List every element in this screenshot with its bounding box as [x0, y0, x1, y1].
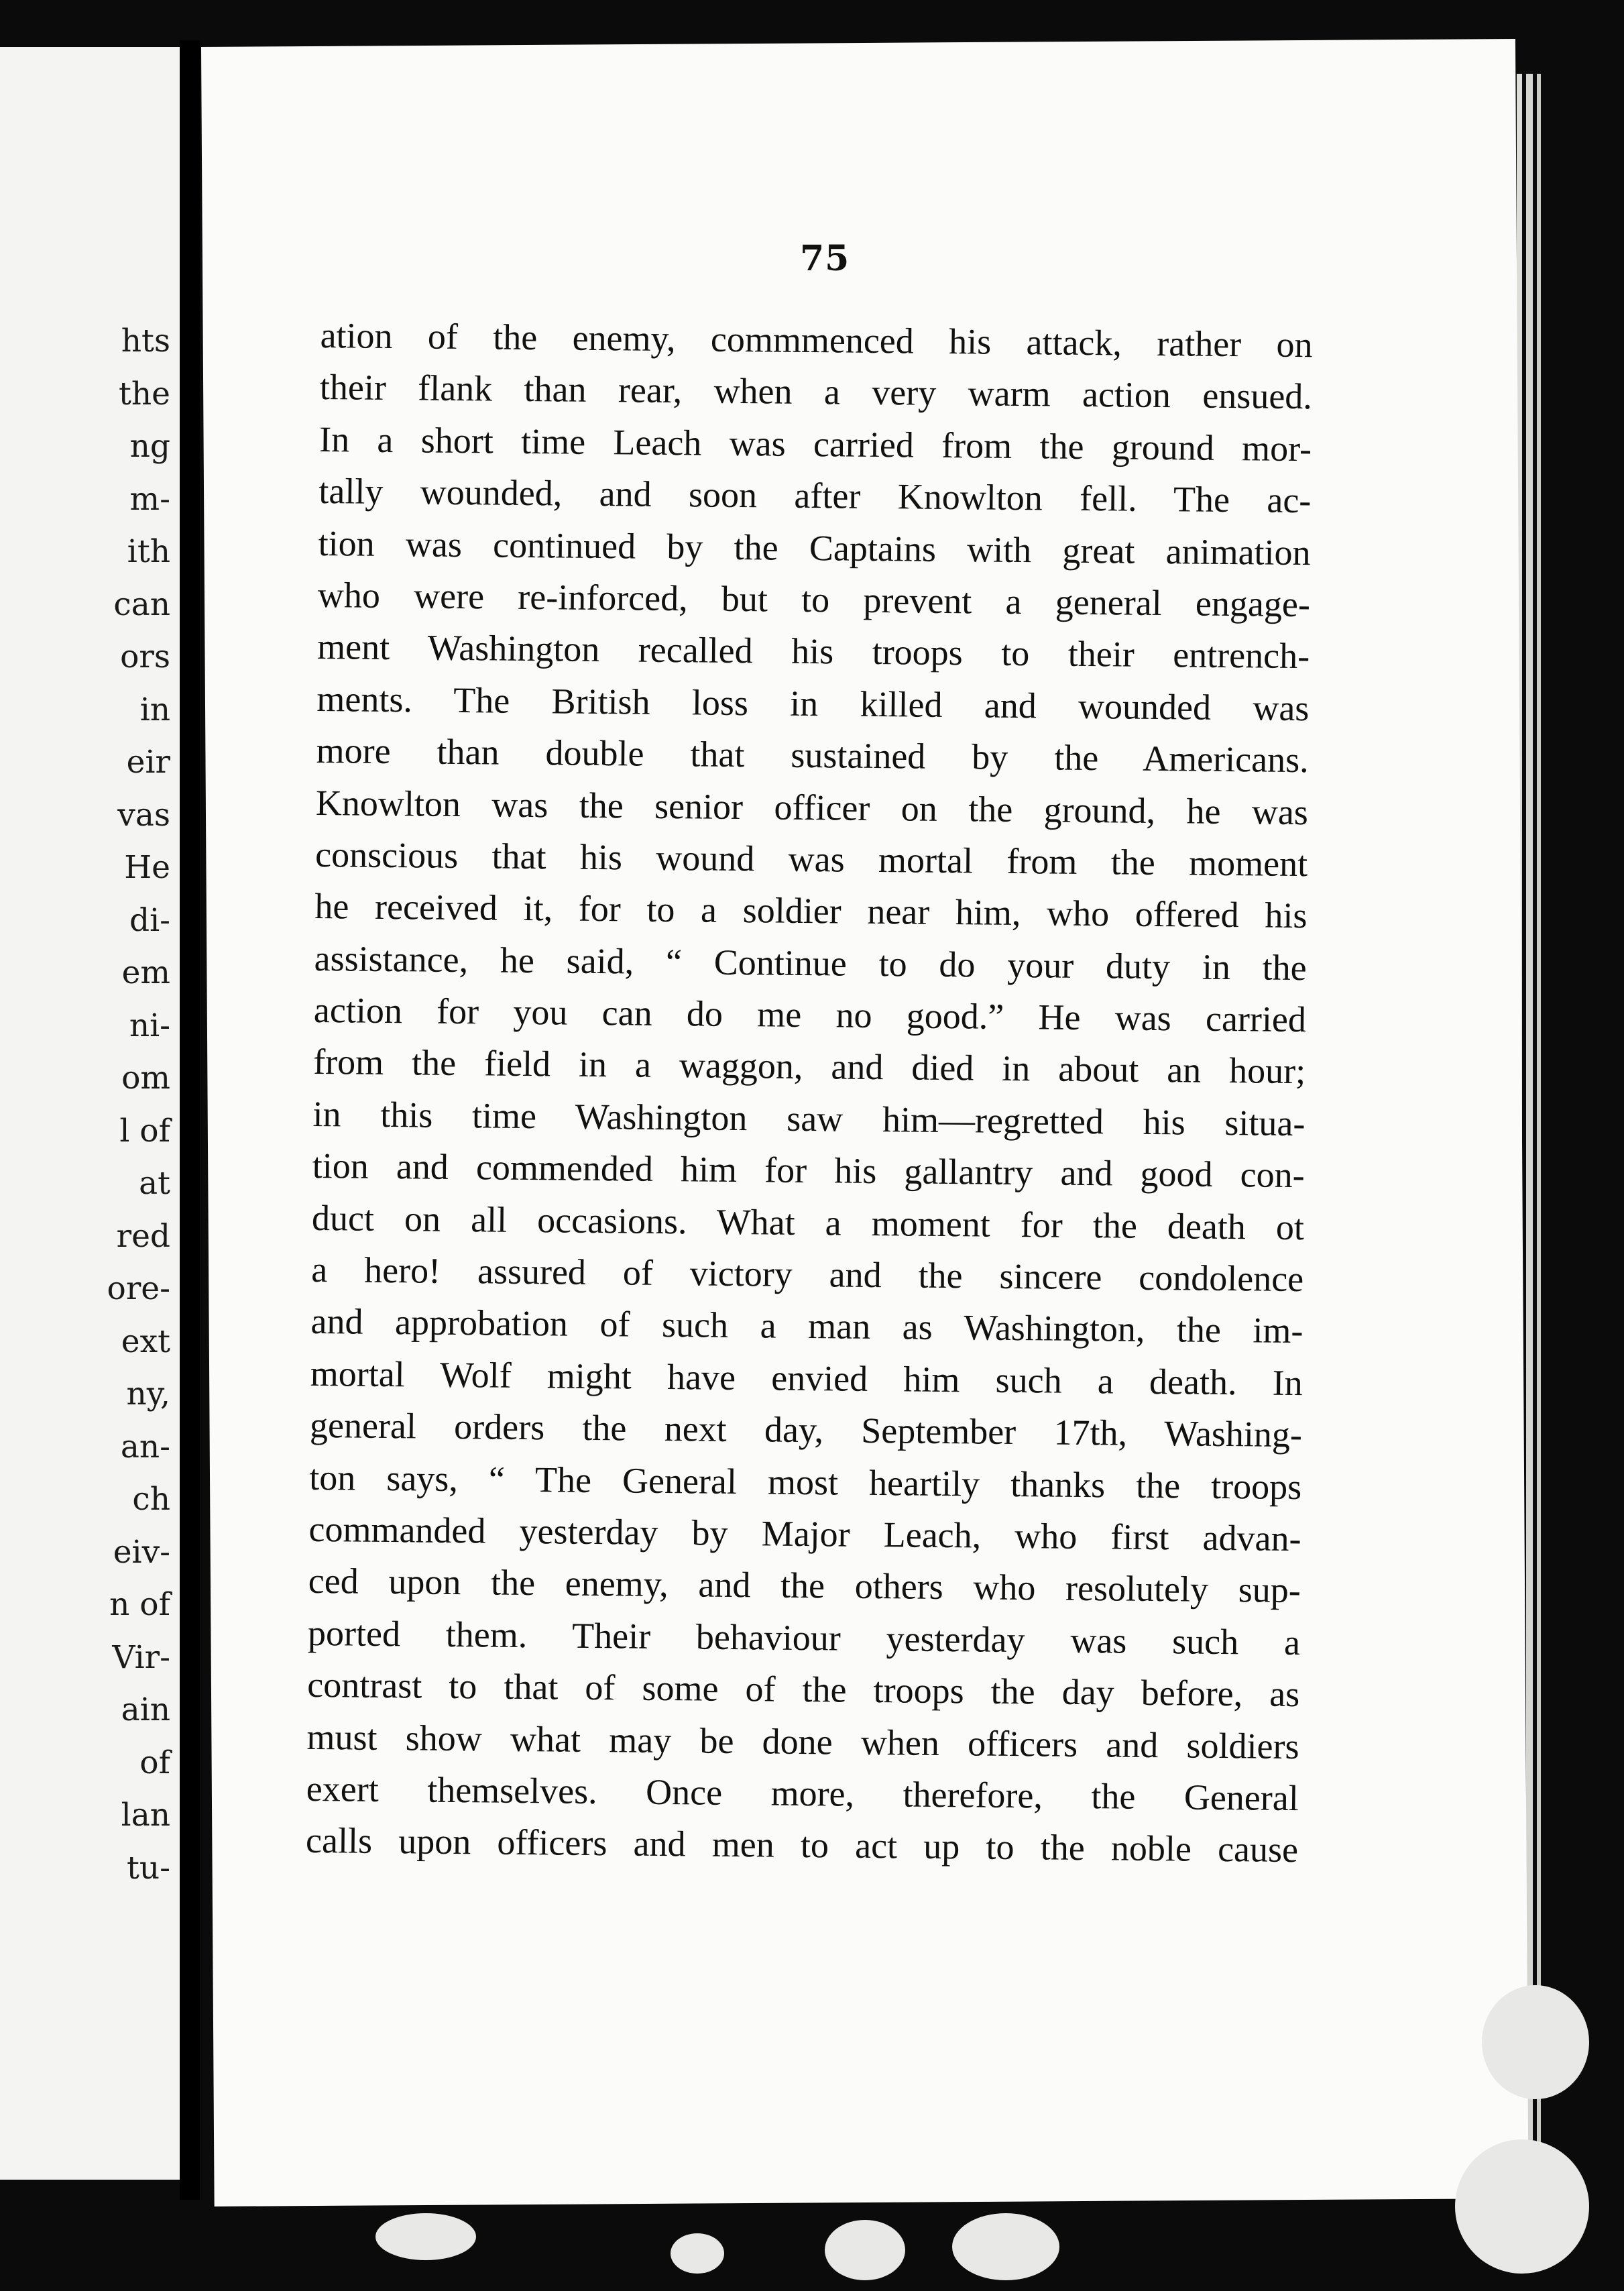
left-page-line: ni-: [129, 1007, 170, 1044]
left-page-line: Vir-: [112, 1638, 170, 1676]
left-page-line: ny,: [126, 1376, 170, 1412]
paper-damage-speck: [1482, 1985, 1589, 2099]
text-line: ments. The British loss in killed and wounded was: [316, 678, 1310, 728]
text-line: ation of the enemy, commmenced his attack, rather on: [320, 315, 1313, 366]
text-line: a hero! assured of victory and the sincere condolence: [310, 1249, 1304, 1300]
text-line: ced upon the enemy, and the others who resolutely sup-: [308, 1561, 1301, 1611]
page-number: 75: [800, 238, 850, 279]
left-page-line: vas: [117, 796, 170, 834]
left-page-line: ith: [127, 533, 170, 570]
text-line: commanded yesterday by Major Leach, who first advan-: [308, 1508, 1301, 1559]
left-page-line: lan: [121, 1797, 170, 1834]
text-line: exert themselves. Once more, therefore, the General: [306, 1768, 1299, 1819]
left-page-line: ore-: [107, 1270, 170, 1307]
text-line: tion was continued by the Captains with great animation: [318, 522, 1311, 573]
left-page-text: [0, 315, 170, 1895]
page-edge: [1537, 74, 1541, 2206]
text-line: ment Washington recalled his troops to their entrench-: [316, 626, 1310, 677]
paper-damage-speck: [952, 2213, 1059, 2280]
text-line: he received it, for to a soldier near him, who offered his: [314, 886, 1308, 936]
left-page-line: ng: [129, 428, 170, 465]
left-page-line: red: [116, 1217, 170, 1255]
text-line: In a short time Leach was carried from the ground mor-: [318, 418, 1312, 469]
text-line: from the field in a waggon, and died in about an hour;: [312, 1042, 1306, 1092]
paper-damage-speck: [671, 2233, 724, 2274]
paper-damage-speck: [375, 2213, 476, 2260]
text-line: in this time Washington saw him—regretted his situa-: [312, 1093, 1306, 1144]
text-line: ported them. Their behaviour yesterday was such a: [307, 1612, 1301, 1663]
text-line: general orders the next day, September 17th, Washing-: [309, 1405, 1303, 1455]
left-page-line: at: [139, 1165, 170, 1202]
text-line: duct on all occasions. What a moment for the death ot: [311, 1197, 1305, 1247]
left-page-line: ain: [121, 1691, 170, 1728]
left-page-line: the: [119, 375, 170, 412]
text-line: conscious that his wound was mortal from the moment: [314, 834, 1308, 885]
text-line: Knowlton was the senior officer on the ground, he was: [315, 782, 1309, 832]
left-page-line: in: [139, 691, 170, 728]
left-page-line: n of: [109, 1586, 170, 1623]
paper-damage-speck: [1455, 2139, 1589, 2274]
page-edge: [1526, 74, 1533, 2206]
text-line: tion and commended him for his gallantry and good con-: [312, 1146, 1305, 1196]
text-line: tally wounded, and soon after Knowlton fell. The ac-: [318, 471, 1312, 521]
text-line: calls upon officers and men to act up to the noble cause: [305, 1820, 1299, 1870]
text-line: assistance, he said, “ Continue to do your duty in the: [314, 938, 1307, 988]
left-page-line: om: [121, 1060, 170, 1097]
left-page-line: He: [124, 849, 170, 886]
left-page-line: l of: [119, 1112, 170, 1150]
left-page-line: hts: [121, 323, 170, 359]
left-page-line: eir: [126, 744, 170, 781]
text-line: contrast to that of some of the troops the day before, as: [307, 1665, 1300, 1715]
left-page-line: ext: [121, 1323, 170, 1360]
paper-damage-speck: [825, 2220, 905, 2280]
left-page-line: eiv-: [113, 1533, 170, 1571]
text-line: who were re-inforced, but to prevent a general engage-: [317, 574, 1311, 625]
text-line: must show what may be done when officers and soldiers: [306, 1716, 1299, 1767]
left-page-line: ch: [132, 1481, 170, 1518]
left-page-line: an-: [120, 1428, 170, 1465]
text-line: more than double that sustained by the Americans.: [316, 730, 1309, 781]
text-line: ton says, “ The General most heartily thanks the troops: [309, 1457, 1302, 1507]
left-page-line: m-: [129, 480, 170, 518]
left-page-line: di-: [129, 901, 170, 939]
text-line: action for you can do me no good.” He was carried: [313, 990, 1307, 1040]
body-text: [306, 310, 1313, 1877]
left-page-line: ors: [120, 638, 170, 675]
left-page-line: tu-: [126, 1849, 170, 1887]
left-page-line: em: [121, 954, 170, 991]
text-line: their flank than rear, when a very warm action ensued.: [319, 367, 1313, 417]
left-page-fragment: [0, 47, 180, 2180]
book-gutter: [180, 40, 200, 2200]
left-page-line: can: [113, 585, 170, 623]
text-line: mortal Wolf might have envied him such a death. In: [310, 1353, 1303, 1403]
left-page-line: of: [139, 1744, 170, 1781]
text-line: and approbation of such a man as Washington, the im-: [310, 1301, 1303, 1351]
